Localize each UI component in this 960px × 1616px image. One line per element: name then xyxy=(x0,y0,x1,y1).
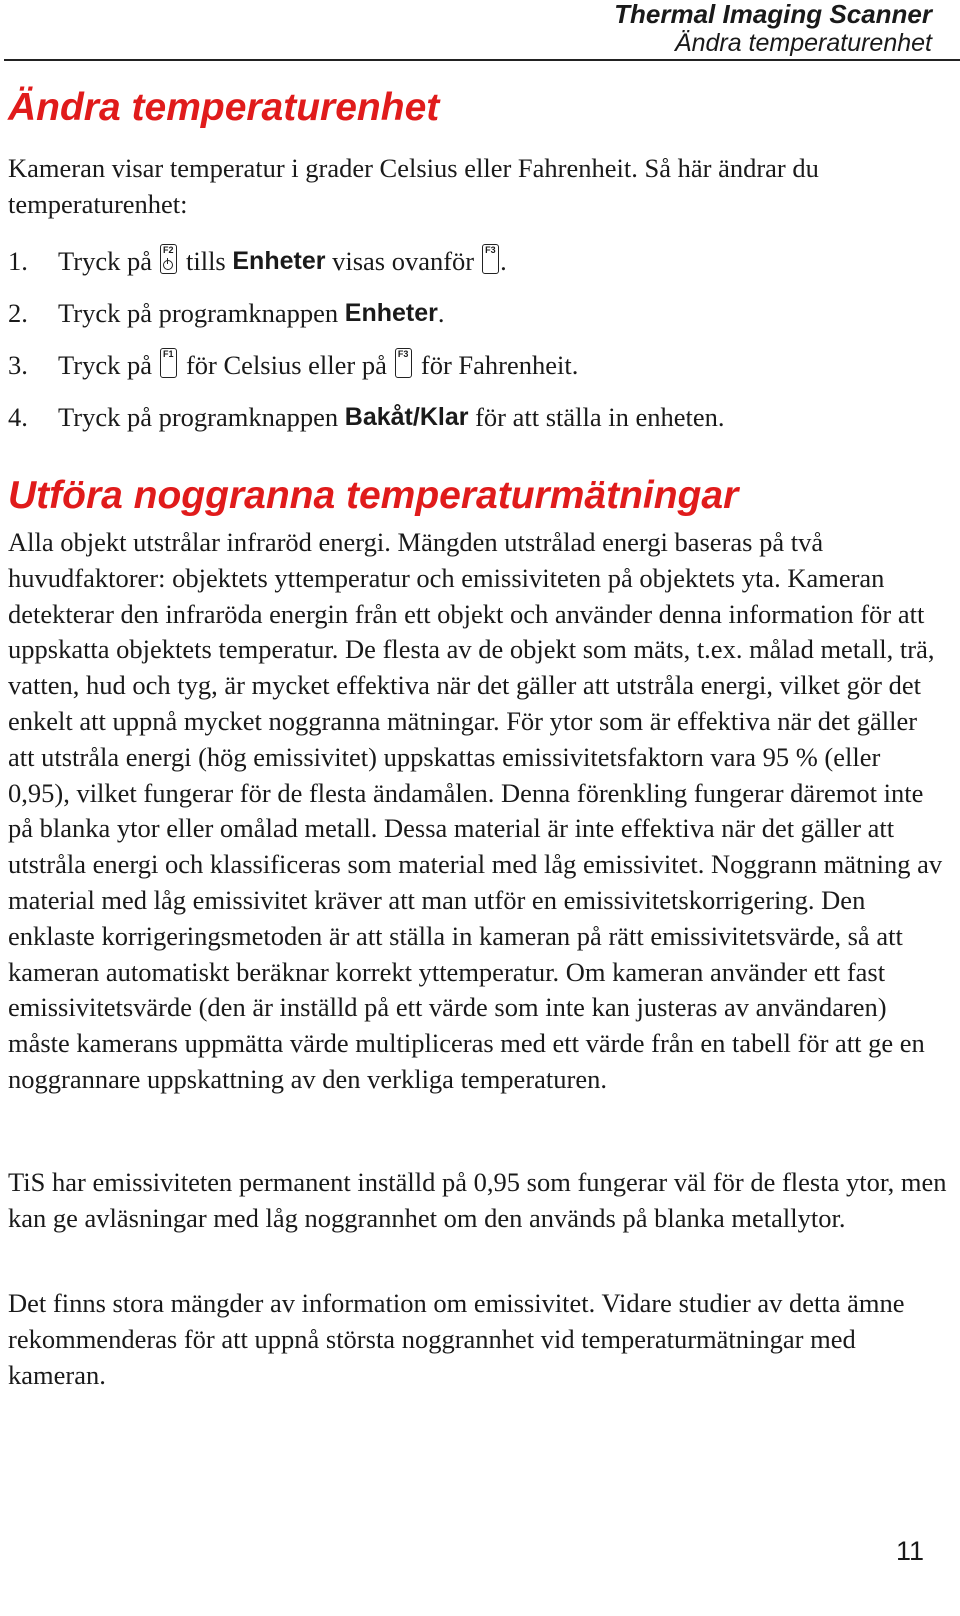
body-paragraph: Alla objekt utstrålar infraröd energi. Mängden utstrålad energi baseras på två huvudfaktorer: objektets yttemperatur och emissiviteten på objektets yta. Kameran detekterar den infraröda energin från ett objekt och använder denna information för att uppskatta objektets temperatur. De flesta av de objekt som mäts, t.ex. målad metall, trä, vatten, hud och tyg, är mycket effektiva när det gäller att utstråla energi, vilket gör det enkelt att uppnå mycket noggranna mätningar. För ytor som är effektiva när det gäller att utstråla energi (hög emissivitet) uppskattas emissivitetsfaktorn vara 95 % (eller 0,95), vilket fungerar för de flesta ändamålen. Denna förenkling fungerar däremot inte på blanka ytor eller omålad metall. Dessa material är inte effektiva när det gäller att utstråla energi och klassificeras som material med låg emissivitet. Noggrann mätning av material med låg emissivitet kräver att man utför en emissivitetskorrigering. Den enklaste korrigeringsmetoden är att ställa in kameran på rätt emissivitetsvärde, så att kameran automatiskt beräknar korrekt yttemperatur. Om kameran använder ett fast emissivitetsvärde (den är inställd på ett värde som inte kan justeras av användaren) måste kamerans uppmätta värde multipliceras med ett värde från en tabell för att ge en noggrannare uppskattning av den verkliga temperaturen. xyxy=(8,527,943,1094)
step-4: 4. Tryck på programknappen Bakåt/Klar för att ställa in enheten. xyxy=(8,401,725,432)
f2-key-icon: F2 xyxy=(160,244,177,274)
section-heading-change-unit: Ändra temperaturenhet xyxy=(8,86,440,129)
step-3: 3. Tryck på F1 för Celsius eller på F3 för Fahrenheit. xyxy=(8,349,579,380)
back-done-softkey-label: Bakåt/Klar xyxy=(344,402,469,431)
step-1: 1. Tryck på F2 tills Enheter visas ovanför F3 . xyxy=(8,245,507,276)
intro-paragraph: Kameran visar temperatur i grader Celsius eller Fahrenheit. Så här ändrar du temperaturenhet: xyxy=(8,153,819,219)
body-paragraph: Det finns stora mängder av information om emissivitet. Vidare studier av detta ämne rekommenderas för att uppnå största noggrannhet vid temperaturmätningar med kameran. xyxy=(8,1288,905,1390)
header-subtitle: Ändra temperaturenhet xyxy=(674,29,932,57)
step-2: 2. Tryck på programknappen Enheter . xyxy=(8,297,445,328)
f3-key-icon: F3 xyxy=(395,348,412,378)
header-rule xyxy=(4,59,960,61)
f1-key-icon: F1 xyxy=(160,348,177,378)
body-paragraph: TiS har emissiviteten permanent inställd på 0,95 som fungerar väl för de flesta ytor, men kan ge avläsningar med låg noggrannhet om den används på blanka metallytor. xyxy=(8,1167,947,1233)
header-title: Thermal Imaging Scanner xyxy=(614,0,932,29)
section-heading-accurate-measurements: Utföra noggranna temperaturmätningar xyxy=(8,474,739,517)
f3-key-icon: F3 xyxy=(482,244,499,274)
steps-list xyxy=(8,235,725,443)
enheter-softkey-label: Enheter xyxy=(344,298,438,327)
enheter-label: Enheter xyxy=(232,246,326,275)
page-number: 11 xyxy=(895,1536,924,1566)
running-header xyxy=(614,0,932,58)
